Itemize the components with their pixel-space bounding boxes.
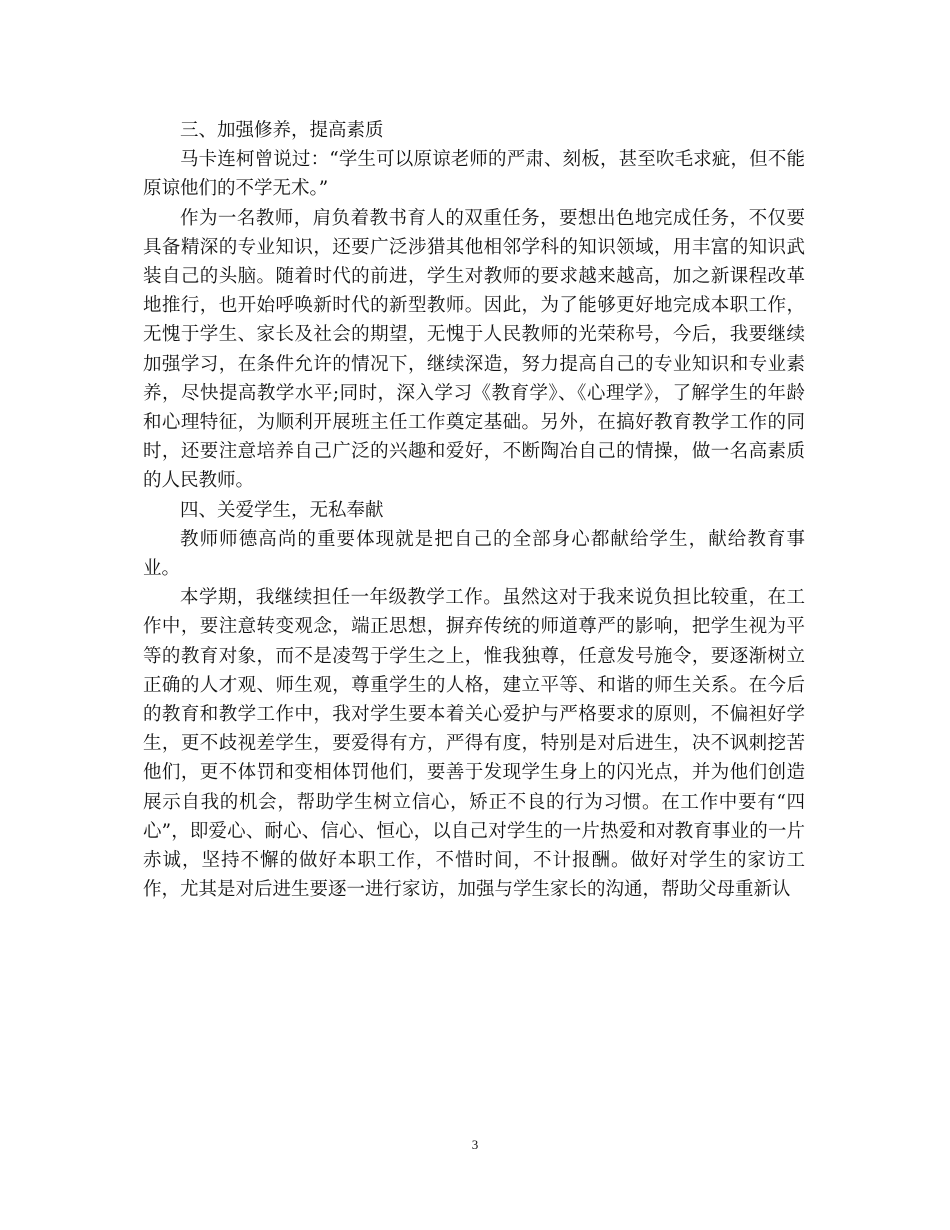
paragraph: 教师师德高尚的重要体现就是把自己的全部身心都献给学生，献给教育事业。: [143, 528, 805, 580]
section-heading-3: 三、加强修养，提高素质: [180, 120, 384, 141]
document-body: [143, 116, 805, 904]
paragraph: 本学期，我继续担任一年级教学工作。虽然这对于我来说负担比较重，在工作中，要注意转变观念，端正思想，摒弃传统的师道尊严的影响，把学生视为平等的教育对象，而不是凌驾于学生之上，惟我独尊，任意发号施令，要逐渐树立正确的人才观、师生观，尊重学生的人格，建立平等、和谐的师生关系。在今后的教育和教学工作中，我对学生要本着关心爱护与严格要求的原则，不偏袒好学生，更不歧视差学生，要爱得有方，严得有度，特别是对后进生，决不讽刺挖苦他们，更不体罚和变相体罚他们，要善于发现学生身上的闪光点，并为他们创造展示自我的机会，帮助学生树立信心，矫正不良的行为习惯。在工作中要有“四心”，即爱心、耐心、信心、恒心，以自己对学生的一片热爱和对教育事业的一片赤诚，坚持不懈的做好本职工作，不惜时间，不计报酬。做好对学生的家访工作，尤其是对后进生要逐一进行家访，加强与学生家长的沟通，帮助父母重新认: [143, 587, 805, 901]
paragraph: 作为一名教师，肩负着教书育人的双重任务，要想出色地完成任务，不仅要具备精深的专业知识，还要广泛涉猎其他相邻学科的知识领域，用丰富的知识武装自己的头脑。随着时代的前进，学生对教师的要求越来越高，加之新课程改革地推行，也开始呼唤新时代的新型教师。因此，为了能够更好地完成本职工作，无愧于学生、家长及社会的期望，无愧于人民教师的光荣称号，今后，我要继续加强学习，在条件允许的情况下，继续深造，努力提高自己的专业知识和专业素养，尽快提高教学水平;同时，深入学习《教育学》、《心理学》，了解学生的年龄和心理特征，为顺利开展班主任工作奠定基础。另外，在搞好教育教学工作的同时，还要注意培养自己广泛的兴趣和爱好，不断陶冶自己的情操，做一名高素质的人民教师。: [143, 207, 805, 492]
section-heading-4: 四、关爱学生，无私奉献: [180, 499, 384, 521]
paragraph: 马卡连柯曾说过：“学生可以原谅老师的严肃、刻板，甚至吹毛求疵，但不能原谅他们的不学无术。”: [143, 149, 805, 200]
page-number: 3: [471, 1137, 479, 1152]
